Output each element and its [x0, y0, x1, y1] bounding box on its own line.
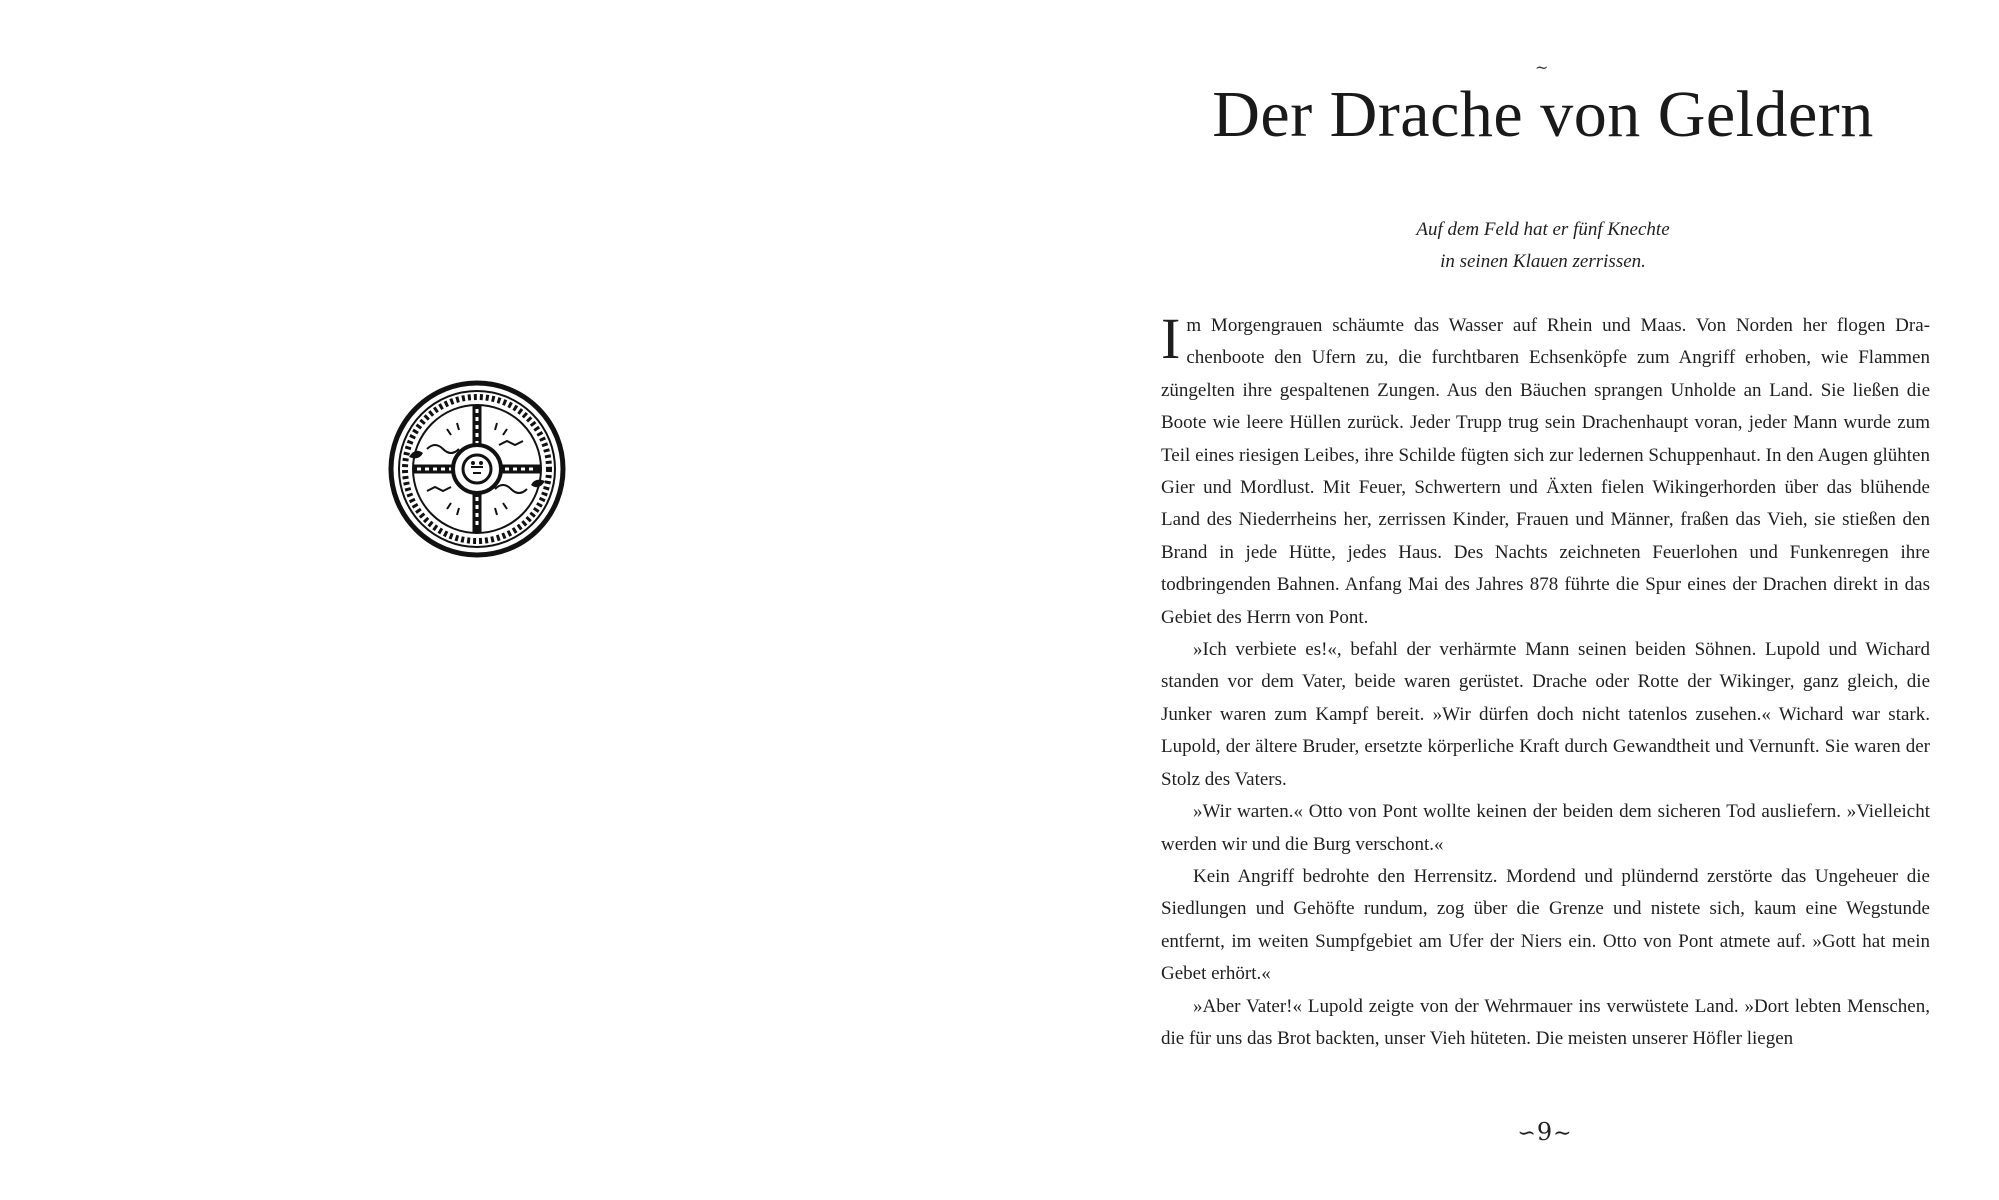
epigraph-line-2: in seinen Klauen zerrissen. [1440, 251, 1646, 272]
folio-right-swash: ∼ [1553, 1121, 1573, 1146]
title-ornament: ~ [1535, 58, 1549, 77]
paragraph-3: »Wir warten.« Otto von Pont wollte keinen der beiden dem sicheren Tod ausliefern. »Vielleicht werden wir und die Burg verschont.« [1161, 801, 1930, 855]
paragraph-5: »Aber Vater!« Lupold zeigte von der Wehrmauer ins verwüstete Land. »Dort lebten Menschen, die für uns das Brot backten, unser Vieh hüteten. Die meisten unserer Höfler liegen [1161, 995, 1930, 1049]
chapter-body [1161, 306, 1930, 1055]
paragraph-4: Kein Angriff bedrohte den Herrensitz. Mordend und plündernd zerstörte das Ungeheuer die Siedlungen und Gehöfte rundum, zog über die Grenze und nistete sich, kaum eine Wegstunde entfernt, im weiten Sumpfgebiet am Ufer der Niers ein. Otto von Pont atmete auf. »Gott hat mein Gebet erhört.« [1161, 865, 1930, 985]
drop-cap: I [1161, 306, 1181, 371]
paragraph-1 [1161, 306, 1930, 634]
dragon-wheel-emblem-icon [387, 379, 567, 559]
paragraph-1-text: m Morgengrauen schäumte das Wasser auf Rhein und Maas. Von Norden her flogen Drachenboote den Ufern zu, die furchtbaren Echsenköpfe zum Angriff erhoben, wie Flammen züngelten ihre gespaltenen Zungen. Aus den Bäuchen sprangen Unholde an Land. Sie ließen die Boote wie leere Hüllen zurück. Jeder Trupp trug sein Drachenhaupt voran, jeder Mann wurde zum Teil eines riesigen Leibes, ihre Schilde fügten sich zur ledernen Schuppenhaut. In den Augen glühten Gier und Mordlust. Mit Feuer, Schwertern und Äxten fielen Wikingerhorden über das blühende Land des Niederrheins her, zerrissen Kinder, Frauen und Männer, fraßen das Vieh, sie stießen den Brand in jede Hütte, jedes Haus. Des Nachts zeichneten Feuerlohen und Funkenregen ihre todbringenden Bahnen. Anfang Mai des Jahres 878 führte die Spur eines der Drachen direkt in das Gebiet des Herrn von Pont. [1161, 315, 1930, 628]
page-number [1495, 1118, 1595, 1146]
folio-number: 9 [1536, 1118, 1554, 1146]
epigraph-line-1: Auf dem Feld hat er fünf Knechte [1416, 219, 1670, 240]
paragraph-2: »Ich verbiete es!«, befahl der verhärmte Mann seinen beiden Söhnen. Lupold und Wichard standen vor dem Vater, beide waren gerüstet. Drache oder Rotte der Wikinger, ganz gleich, die Junker waren zum Kampf bereit. »Wir dürfen doch nicht tatenlos zusehen.« Wichard war stark. Lupold, der ältere Bruder, ersetzte körperliche Kraft durch Gewandtheit und Vernunft. Sie waren der Stolz des Vaters. [1161, 639, 1930, 790]
epigraph [1158, 214, 1928, 278]
chapter-title: Der Drache von Geldern [1212, 78, 1874, 151]
folio-left-swash: ∽ [1517, 1121, 1537, 1146]
